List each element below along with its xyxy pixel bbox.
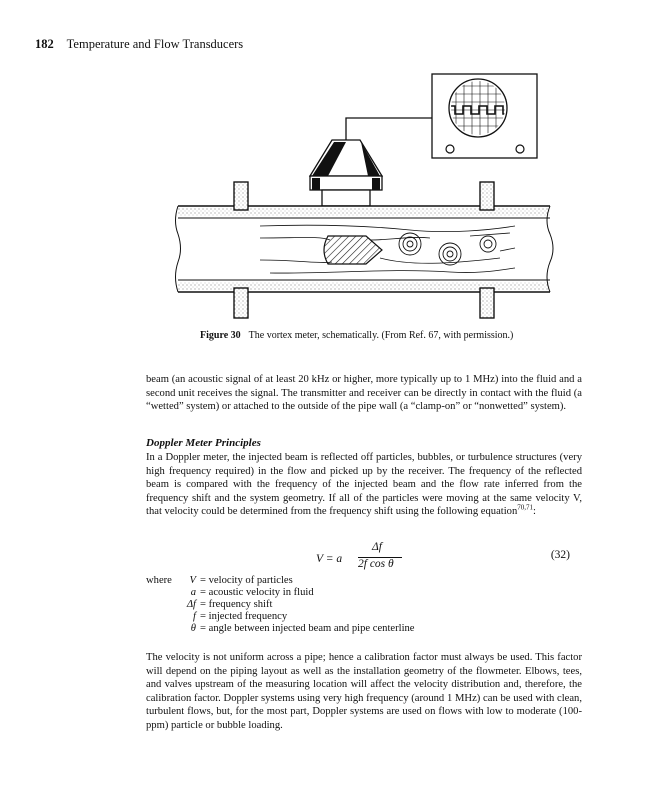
definition-row (146, 611, 415, 623)
sensor-housing (310, 140, 382, 206)
definition-text: = frequency shift (200, 599, 273, 610)
variable-definitions (146, 575, 415, 635)
signal-cable (346, 118, 432, 140)
knob-icon (516, 145, 524, 153)
citation-ref: 70,71 (517, 503, 534, 512)
figure-caption (200, 330, 513, 341)
vortex-meter-figure (170, 68, 555, 326)
equation-number: (32) (550, 549, 570, 561)
definition-text: = acoustic velocity in fluid (200, 587, 314, 598)
running-title: Temperature and Flow Transducers (66, 37, 244, 51)
definition-row (146, 587, 415, 599)
paragraph-2 (146, 451, 582, 519)
section-heading: Doppler Meter Principles (146, 437, 261, 449)
equation-32 (146, 541, 582, 579)
definition-row (146, 599, 415, 611)
definition-text: = injected frequency (200, 611, 288, 622)
page-number: 182 (35, 37, 54, 51)
definition-symbol: a (190, 587, 196, 598)
definitions-intro: where (146, 575, 172, 586)
equation-denominator: 2f cos θ (358, 558, 394, 570)
equation-numerator: Δf (372, 541, 382, 553)
definition-text: = velocity of particles (200, 575, 293, 586)
running-header (35, 37, 243, 52)
definition-symbol: V (189, 575, 196, 586)
paragraph-2-text: In a Doppler meter, the injected beam is reflected off particles, bubbles, or turbulence structures (very high frequency required) in the flow and picked up by the receiver. The frequency of the reflected beam is compared with the frequency of the injected beam and the flow rate inferred from the frequency shift and the system geometry. If all of the particles were moving at the same velocity V, that velocity could be determined from the frequency shift using the following equation (146, 452, 582, 517)
knob-icon (446, 145, 454, 153)
figure-label: Figure 30 (200, 330, 241, 341)
definition-row (146, 623, 415, 635)
equation-lhs: V = a (316, 553, 343, 565)
definition-row (146, 575, 415, 587)
definition-symbol: f (193, 611, 196, 622)
paragraph-3: The velocity is not uniform across a pipe; hence a calibration factor must always be used. This factor will depend on the piping layout as well as the installation geometry of the flowmeter. Elbows, tees, and valves upstream of the measuring location will affect the velocity distribution and, therefore, the calibration factor. Doppler systems using very high frequency (around 1 MHz) can be used with clean, turbulent flows, but, for the most part, Doppler systems are used on flows with low to moderate (100-ppm) particle or bubble loading. (146, 652, 582, 731)
definition-symbol: Δf (186, 599, 196, 610)
paragraph-2-end: : (533, 506, 536, 517)
paragraph-1: beam (an acoustic signal of at least 20 kHz or higher, more typically up to 1 MHz) into the fluid and a second unit receives the signal. The transmitter and receiver can be directly in contact with the fluid (a “wetted” system) or attached to the outside of the pipe wall (a “clamp-on” or “nonwetted” system). (146, 374, 582, 412)
definition-text: = angle between injected beam and pipe centerline (200, 623, 415, 634)
figure-caption-text: The vortex meter, schematically. (From Ref. 67, with permission.) (248, 330, 514, 341)
display-monitor (432, 74, 537, 158)
definition-symbol: θ (190, 623, 196, 634)
